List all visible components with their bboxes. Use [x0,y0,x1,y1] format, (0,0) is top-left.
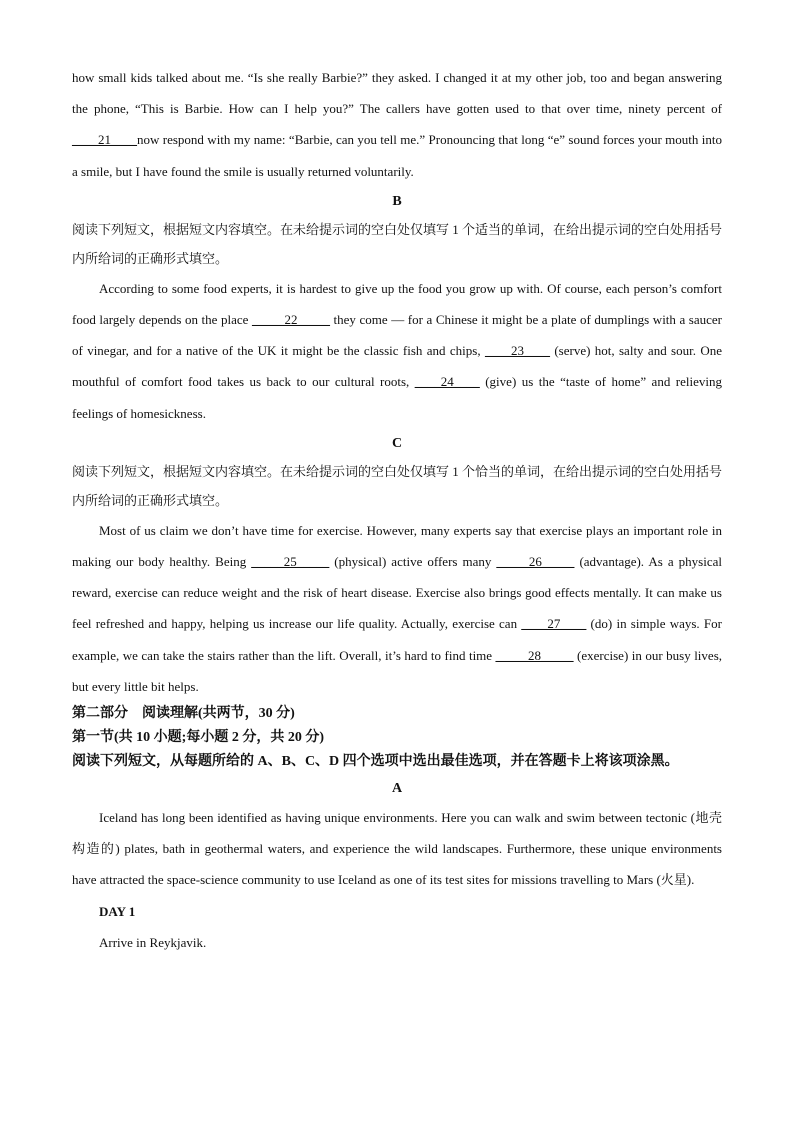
section-b-instruction: 阅读下列短文，根据短文内容填空。在未给提示词的空白处仅填写 1 个适当的单词，在给出提示词的空白处用括号内所给词的正确形式填空。 [72,221,723,266]
part-two-title: 第二部分 阅读理解(共两节，30 分) [72,706,295,722]
document-page [72,62,722,958]
blank-27: ____27____ [521,616,587,632]
blank-26: _____26_____ [496,554,575,570]
blank-24: ____24____ [414,374,480,390]
blank-25: _____25_____ [251,554,330,570]
blank-22: _____22_____ [251,312,330,328]
blank-28: _____28_____ [495,647,574,663]
section-b-heading: B [392,193,402,209]
reading-a-heading: A [391,781,403,797]
passage-a-ending: how small kids talked about me. “Is she really Barbie?” they asked. I changed it at my other job, too and began answering the phone, “This is Barbie. How can I help you?” The callers have gotten used to that over time, ninety percent of ____21____now respond with my name: “Barbie, can you tell me.” Pronouncing that long “e” sound forces your mouth into a smile, but I have found the smile is usually returned voluntarily. [72,70,722,179]
blank-21: ____21____ [72,132,137,148]
day-1-heading: DAY 1 [99,903,136,919]
part-two-subtitle: 第一节(共 10 小题;每小题 2 分，共 20 分) [72,730,324,746]
section-c-heading: C [391,435,403,451]
section-c-passage: Most of us claim we don’t have time for exercise. However, many experts say that exercise plays an important role in making our body healthy. Being _____25_____ (physical) active offers many _____26_____ (advantage). As a physical reward, exercise can reduce weight and the risk of heart disease. Exercise also brings good effects mentally. It can make us feel refreshed and happy, helping us increase our life quality. Actually, exercise can ____27____ (do) in simple ways. For example, we can take the stairs rather than the lift. Overall, it’s hard to find time _____28_____ (exercise) in our busy lives, but every little bit helps. [72,522,722,694]
section-b-passage: According to some food experts, it is hardest to give up the food you grow up with. Of course, each person’s comfort food largely depends on the place _____22_____ they come — for a Chinese it might be a plate of dumplings with a saucer of vinegar, and for a native of the UK it might be the classic fish and chips, ____23____ (serve) hot, salty and sour. One mouthful of comfort food takes us back to our cultural roots, ____24____ (give) us the “taste of home” and relieving feelings of homesickness. [72,280,723,421]
blank-23: ____23____ [484,343,550,359]
part-two-instruction: 阅读下列短文，从每题所给的 A、B、C、D 四个选项中选出最佳选项，并在答题卡上将该项涂黑。 [72,754,679,770]
day-1-text: Arrive in Reykjavik. [99,934,207,950]
section-c-instruction: 阅读下列短文，根据短文内容填空。在未给提示词的空白处仅填写 1 个恰当的单词，在给出提示词的空白处用括号内所给词的正确形式填空。 [72,463,723,508]
reading-a-passage: Iceland has long been identified as having unique environments. Here you can walk and swim between tectonic (地壳构造的) plates, bath in geothermal waters, and experience the wild landscapes. Furthermore, these unique environments have attracted the space-science community to use Iceland as one of its test sites for missions travelling to Mars (火星). [72,810,722,888]
